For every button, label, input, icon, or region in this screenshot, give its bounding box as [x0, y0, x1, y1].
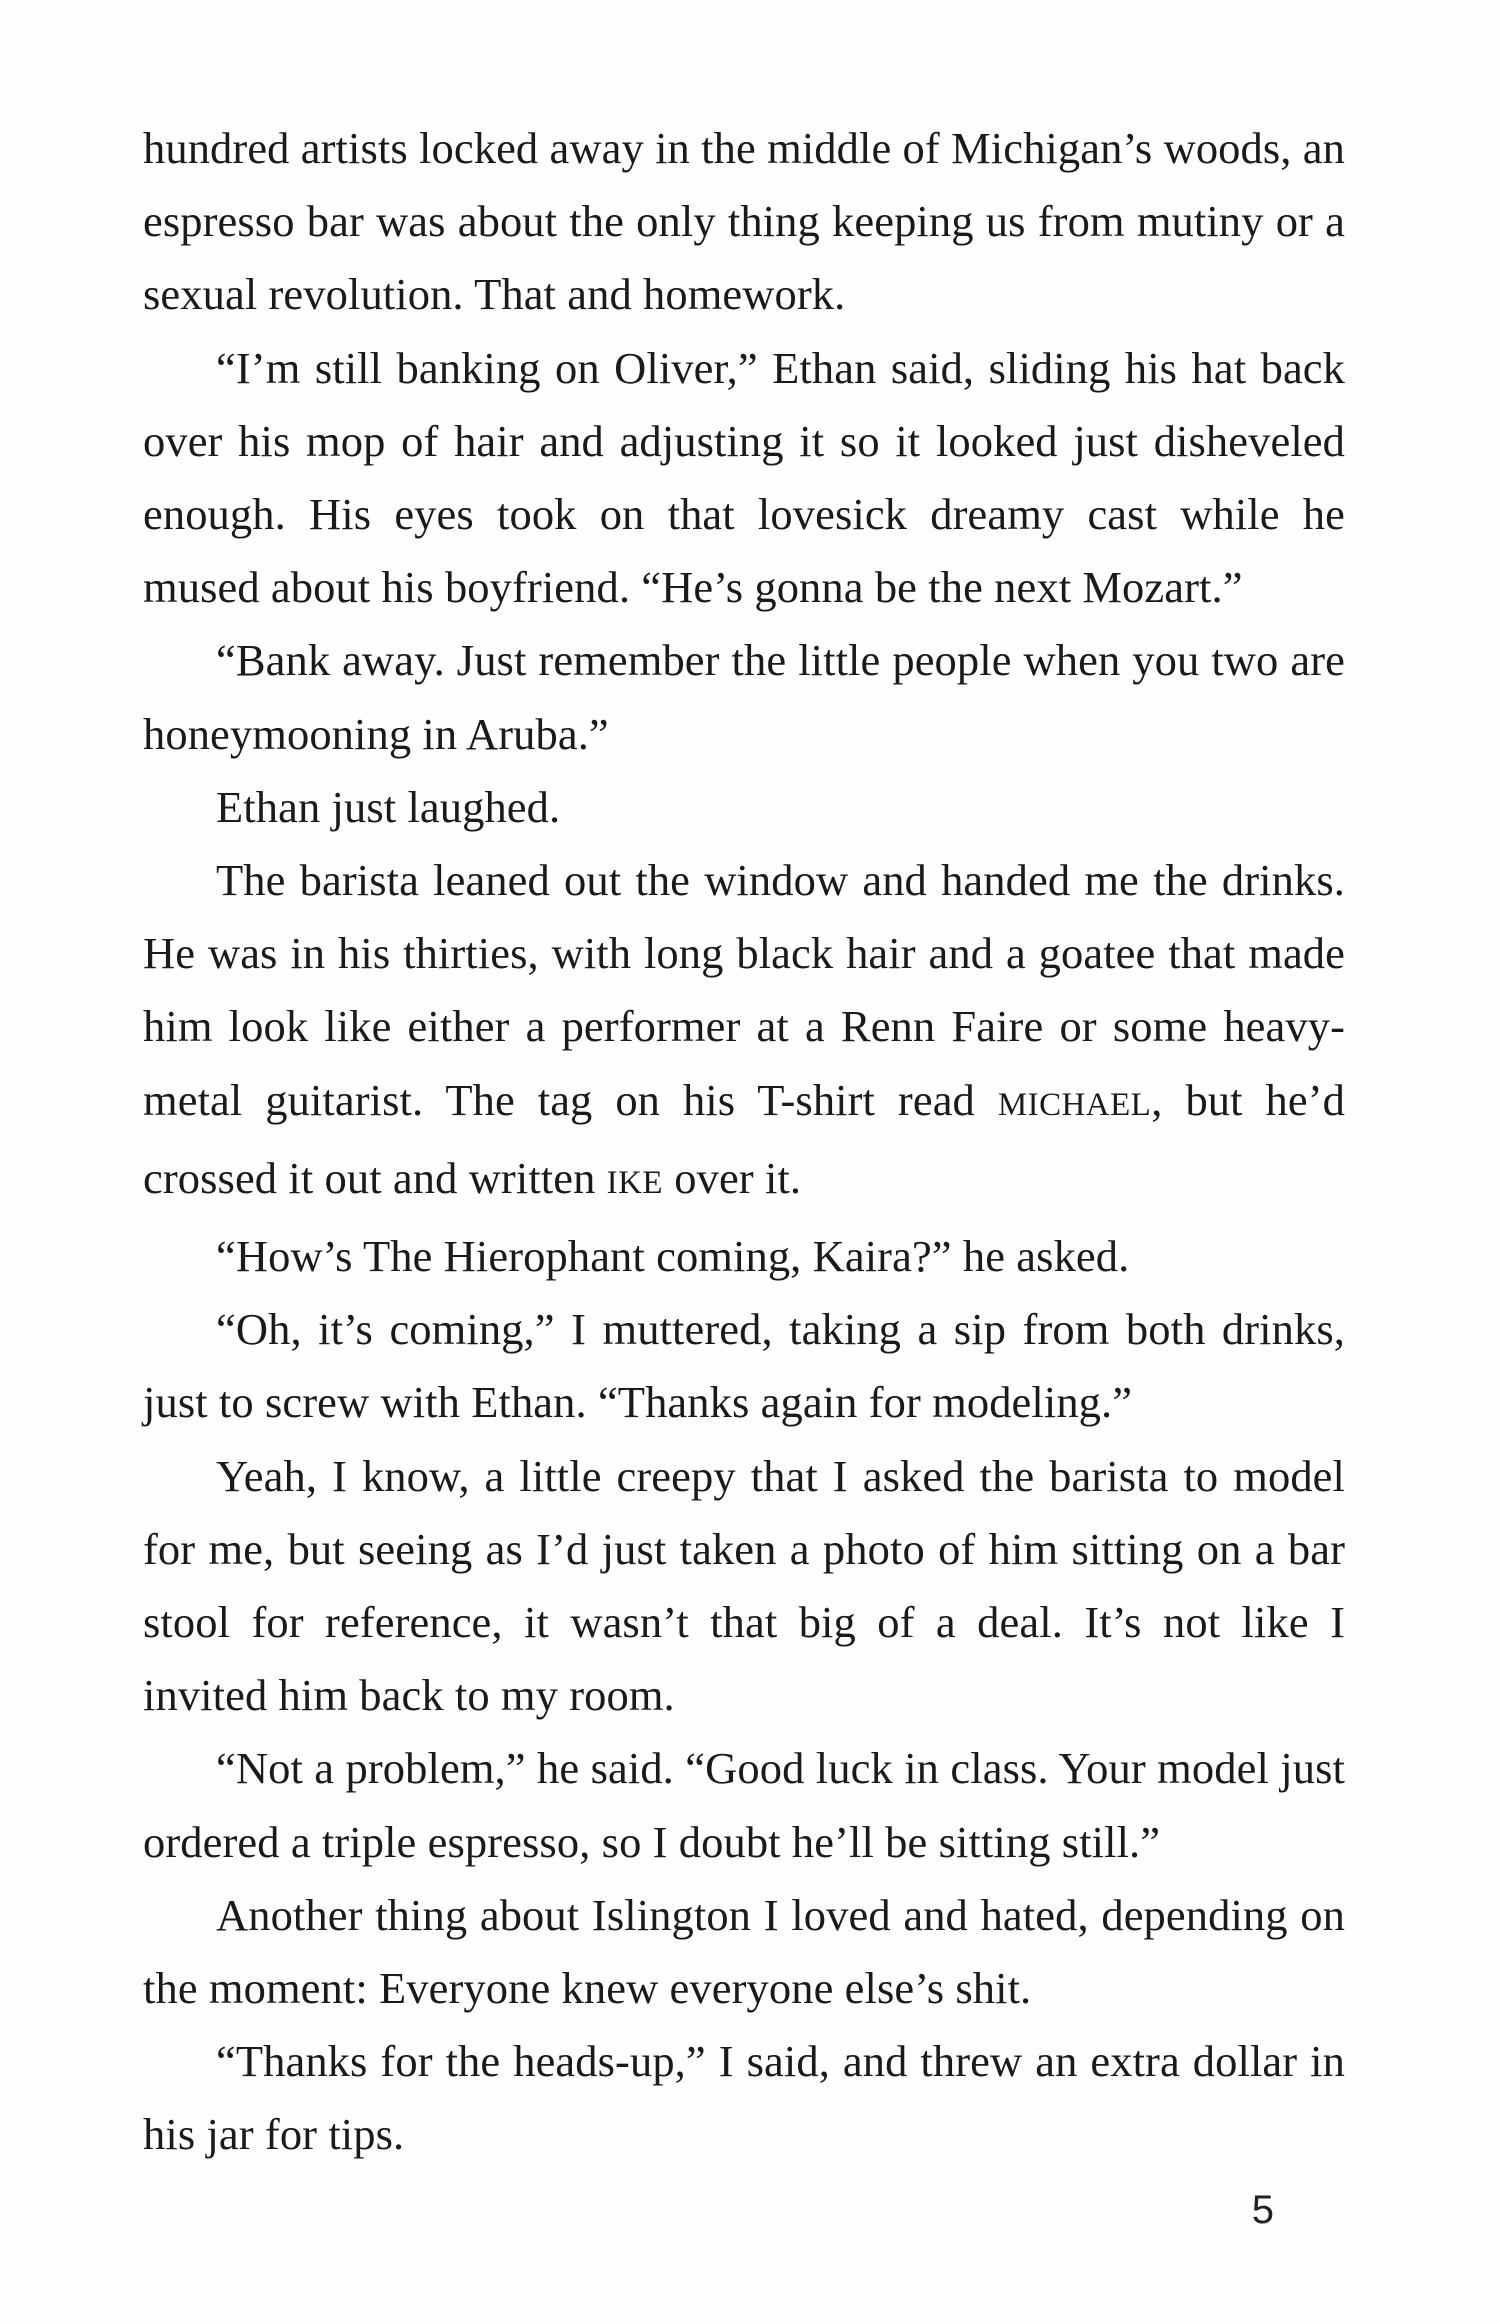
body-text: [143, 112, 1345, 2172]
shirt-tag-name: MICHAEL: [997, 1086, 1152, 1123]
paragraph-10: Another thing about Islington I loved and hated, depending on the moment: Everyone knew everyone else’s shit.: [143, 1889, 1345, 2014]
paragraph-5-part-1: The barista leaned out the window and handed me the drinks. He was in his thirties, with long black hair and a goatee that made him look like either a performer at a Renn Faire or some heavy-metal guitarist. The tag on his T-shirt read: [143, 855, 1345, 1125]
paragraph-3: “Bank away. Just remember the little people when you two are honeymooning in Aruba.”: [143, 635, 1345, 759]
paragraph-5: [143, 844, 1345, 1220]
paragraph-1: hundred artists locked away in the middle of Michigan’s woods, an espresso bar was about the only thing keeping us from mutiny or a sexual revolution. That and homework.: [143, 123, 1345, 320]
paragraph-5-part-2: , but he’d crossed it out and written: [143, 1074, 1345, 1203]
paragraph-6: “How’s The Hierophant coming, Kaira?” he asked.: [216, 1231, 1130, 1282]
paragraph-2: “I’m still banking on Oliver,” Ethan said, sliding his hat back over his mop of hair and adjusting it so it looked just disheveled enough. His eyes took on that lovesick dreamy cast while he mused about his boyfriend. “He’s gonna be the next Mozart.”: [143, 342, 1345, 613]
paragraph-11: “Thanks for the heads-up,” I said, and threw an extra dollar in his jar for tips.: [143, 2036, 1345, 2160]
paragraph-4: Ethan just laughed.: [216, 781, 561, 832]
paragraph-9: “Not a problem,” he said. “Good luck in class. Your model just ordered a triple espresso, so I doubt he’ll be sitting still.”: [143, 1743, 1345, 1867]
paragraph-8: Yeah, I know, a little creepy that I asked the barista to model for me, but seeing as I’d just taken a photo of him sitting on a bar stool for reference, it wasn’t that big of a deal. It’s not like I invited him back to my room.: [143, 1450, 1345, 1721]
paragraph-7: “Oh, it’s coming,” I muttered, taking a sip from both drinks, just to screw with Ethan. “Thanks again for modeling.”: [143, 1304, 1345, 1428]
paragraph-5-part-3: over it.: [663, 1152, 802, 1203]
written-name: IKE: [606, 1164, 664, 1201]
page-number: 5: [1251, 2188, 1274, 2232]
